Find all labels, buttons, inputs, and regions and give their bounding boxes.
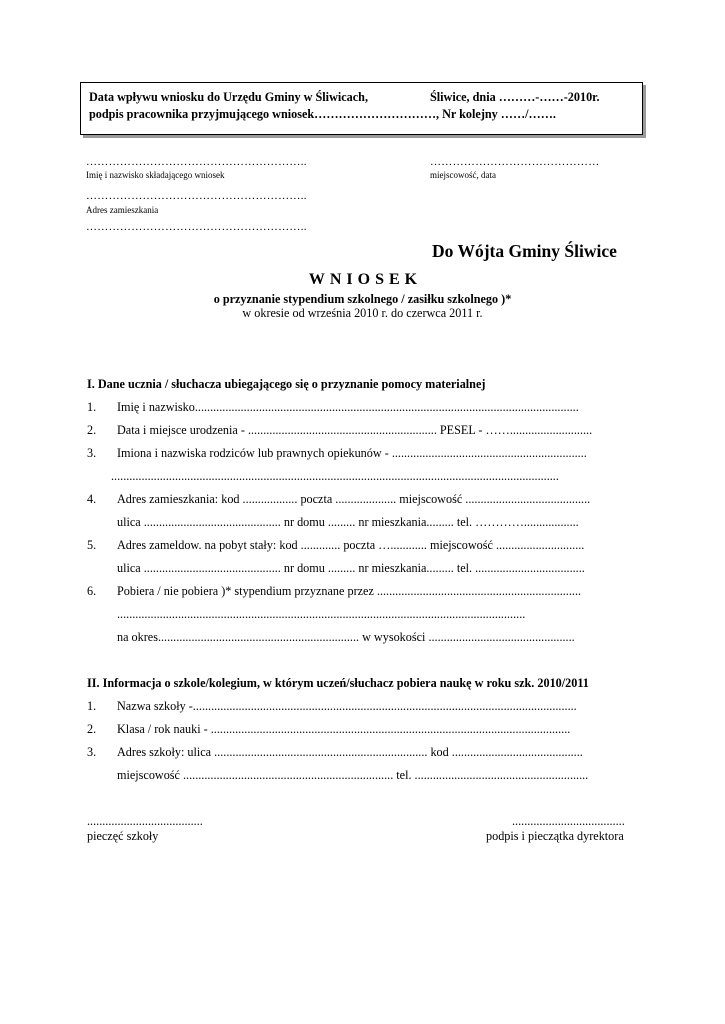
item-number: 4. [87, 492, 97, 506]
place-date-caption: miejscowość, data [430, 170, 496, 180]
field-registered-street[interactable]: ulica ............................................. nr domu ......... nr mieszkania......... tel. .................................... [117, 561, 585, 575]
field-name[interactable]: Imię i nazwisko.............................................................................................................................. [117, 400, 579, 414]
intake-place-date: Śliwice, dnia ………-……-2010r. [430, 90, 600, 104]
item-number: 3. [87, 446, 97, 460]
item-number: 3. [87, 745, 97, 759]
field-registered-address[interactable]: Adres zameldow. na pobyt stały: kod ............. poczta …............ miejscowość ............................. [117, 538, 585, 552]
field-scholarship-period-amount[interactable]: na okres.................................................................. w wysokości ................................................ [117, 630, 575, 644]
field-school-city-phone[interactable]: miejscowość ..................................................................... tel. ......................................................... [117, 768, 589, 782]
applicant-name-caption: Imię i nazwisko składającego wniosek [86, 170, 225, 180]
place-date-field[interactable]: ……………………………………… [430, 156, 600, 168]
intake-box [80, 82, 643, 135]
item-number: 2. [87, 423, 97, 437]
intake-signature-number: podpis pracownika przyjmującego wniosek…………………………, Nr kolejny ……/……. [89, 107, 556, 121]
item-number: 6. [87, 584, 97, 598]
section-1-heading: I. Dane ucznia / słuchacza ubiegającego się o przyznanie pomocy materialnej [87, 377, 486, 391]
school-stamp-label: pieczęć szkoły [87, 829, 159, 843]
addressee: Do Wójta Gminy Śliwice [432, 241, 617, 261]
item-number: 2. [87, 722, 97, 736]
field-scholarship-source[interactable]: Pobiera / nie pobiera )* stypendium przyznane przez ................................................................... [117, 584, 582, 598]
field-parents[interactable]: Imiona i nazwiska rodziców lub prawnych opiekunów - ................................................................ [117, 446, 587, 460]
field-residence-street[interactable]: ulica ............................................. nr domu ......... nr mieszkania......... tel. ………….................. [117, 515, 579, 529]
page-subtitle: o przyznanie stypendium szkolnego / zasiłku szkolnego )* [213, 292, 512, 306]
field-birth-pesel[interactable]: Data i miejsce urodzenia - .............................................................. PESEL - ……........................... [117, 423, 593, 437]
director-signature-label: podpis i pieczątka dyrektora [486, 829, 624, 843]
field-school-name[interactable]: Nazwa szkoły -.............................................................................................................................. [117, 699, 577, 713]
applicant-address-caption: Adres zamieszkania [86, 205, 159, 215]
applicant-address-field-2[interactable]: ………………………………………………….. [86, 221, 307, 233]
item-number: 1. [87, 699, 97, 713]
section-2-heading: II. Informacja o szkole/kolegium, w którym uczeń/słuchacz pobiera naukę w roku szk. 2010/2011 [87, 676, 589, 690]
applicant-name-field[interactable]: ………………………………………………….. [86, 156, 307, 168]
field-residence-address[interactable]: Adres zamieszkania: kod .................. poczta .................... miejscowość ......................................... [117, 492, 591, 506]
field-scholarship-continued[interactable]: ...................................................................................................................................... [117, 607, 526, 621]
field-class-year[interactable]: Klasa / rok nauki - ...................................................................................................................... [117, 722, 571, 736]
applicant-address-field[interactable]: ………………………………………………….. [86, 190, 307, 202]
school-stamp-field[interactable]: ...................................... [87, 814, 203, 828]
item-number: 5. [87, 538, 97, 552]
page-title: WNIOSEK [308, 271, 423, 288]
field-parents-continued[interactable]: ................................................................................................................................................... [111, 469, 559, 483]
item-number: 1. [87, 400, 97, 414]
director-signature-field[interactable]: ..................................... [512, 814, 625, 828]
intake-date-label: Data wpływu wniosku do Urzędu Gminy w Śliwicach, [89, 90, 368, 104]
field-school-address[interactable]: Adres szkoły: ulica ...................................................................... kod ........................................... [117, 745, 583, 759]
period-text: w okresie od września 2010 r. do czerwca 2011 r. [242, 306, 483, 320]
